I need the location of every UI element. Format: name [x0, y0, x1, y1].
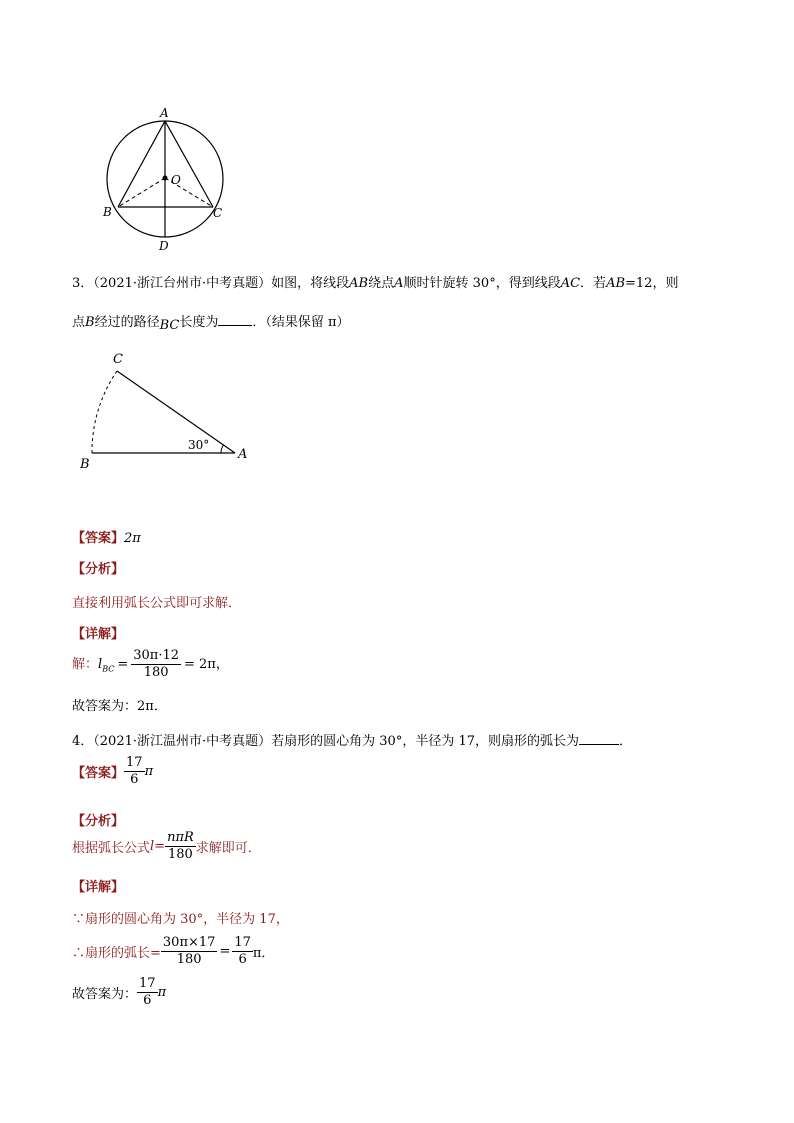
q4-line: 4．（2021·浙江温州市·中考真题）若扇形的圆心角为 30°，半径为 17，则扇形的弧长为 ．	[72, 734, 633, 749]
fraction: $\frac{17}{6}$	[139, 976, 156, 1008]
q3-line1: 3．（2021·浙江台州市·中考真题）如图，将线段AB绕点A顺时针旋转 30°，得到线段AC．若AB=12，则	[72, 276, 679, 291]
arc-bc: BC	[159, 318, 180, 333]
q4-analysis-text: 根据弧长公式l= $\frac{\text{nπR}}{180}$ 求解即可．	[72, 830, 261, 862]
q3-final: 故答案为：2π．	[72, 699, 167, 714]
label-c: C	[213, 206, 223, 220]
label-b: B	[103, 205, 112, 219]
q3-line2: 点B经过的路径BC长度为 ．（结果保留 π）	[72, 315, 350, 333]
sector-figure	[75, 345, 265, 475]
fraction: $\frac{17}{6}$	[234, 935, 251, 967]
q3-analysis-text: 直接利用弧长公式即可求解．	[72, 596, 242, 611]
arc-bc-path	[92, 371, 117, 453]
fraction: $\frac{17}{6}$	[126, 755, 143, 787]
circle-triangle-figure	[95, 100, 240, 260]
angle-mark	[221, 445, 224, 453]
q4-answer-blank[interactable]	[579, 732, 619, 745]
label-b: B	[80, 457, 90, 472]
q3-detail-tag: 【详解】	[72, 627, 125, 642]
q3-answer: 【答案】2π	[72, 531, 141, 546]
label-o: O	[171, 173, 181, 187]
segment-ab	[118, 121, 165, 207]
segment-ac	[165, 121, 213, 207]
fraction: $\frac{30\pi\cdot 12}{180}$	[133, 648, 180, 680]
q4-final: 故答案为： $\frac{17}{6}$ π	[72, 976, 167, 1008]
label-d: D	[159, 239, 169, 253]
q4-answer: 【答案】 $\frac{17}{6}$ π	[72, 755, 154, 787]
q3-source: （2021·浙江台州市·中考真题）	[93, 276, 272, 291]
q4-analysis-tag: 【分析】	[72, 814, 125, 829]
label-a: A	[160, 106, 169, 120]
q4-source: （2021·浙江温州市·中考真题）	[93, 734, 272, 749]
q3-number: 3．	[72, 276, 94, 291]
q4-number: 4．	[72, 734, 94, 749]
q3-analysis-tag: 【分析】	[72, 562, 125, 577]
q4-detail-line2: ∴扇形的弧长= $\frac{30\pi\times 17}{180}$ = $\frac{17}{6}$ π．	[72, 935, 275, 967]
center-point	[163, 176, 168, 181]
label-angle: 30°	[188, 438, 210, 452]
q3-answer-blank[interactable]	[218, 313, 252, 326]
q4-detail-tag: 【详解】	[72, 880, 125, 895]
fraction: $\frac{30\pi\times 17}{180}$	[162, 935, 216, 967]
label-c: C	[113, 352, 123, 367]
segment-ac	[117, 371, 235, 453]
fraction: $\frac{\text{nπR}}{180}$	[167, 830, 194, 862]
dashed-ob	[118, 178, 165, 207]
q4-detail-line1: ∵扇形的圆心角为 30°，半径为 17，	[72, 912, 289, 927]
label-a: A	[238, 447, 248, 462]
q3-detail-formula: 解：$l_{BC}$ = $\frac{30\pi\cdot 12}{180}$ = 2π，	[72, 648, 229, 680]
